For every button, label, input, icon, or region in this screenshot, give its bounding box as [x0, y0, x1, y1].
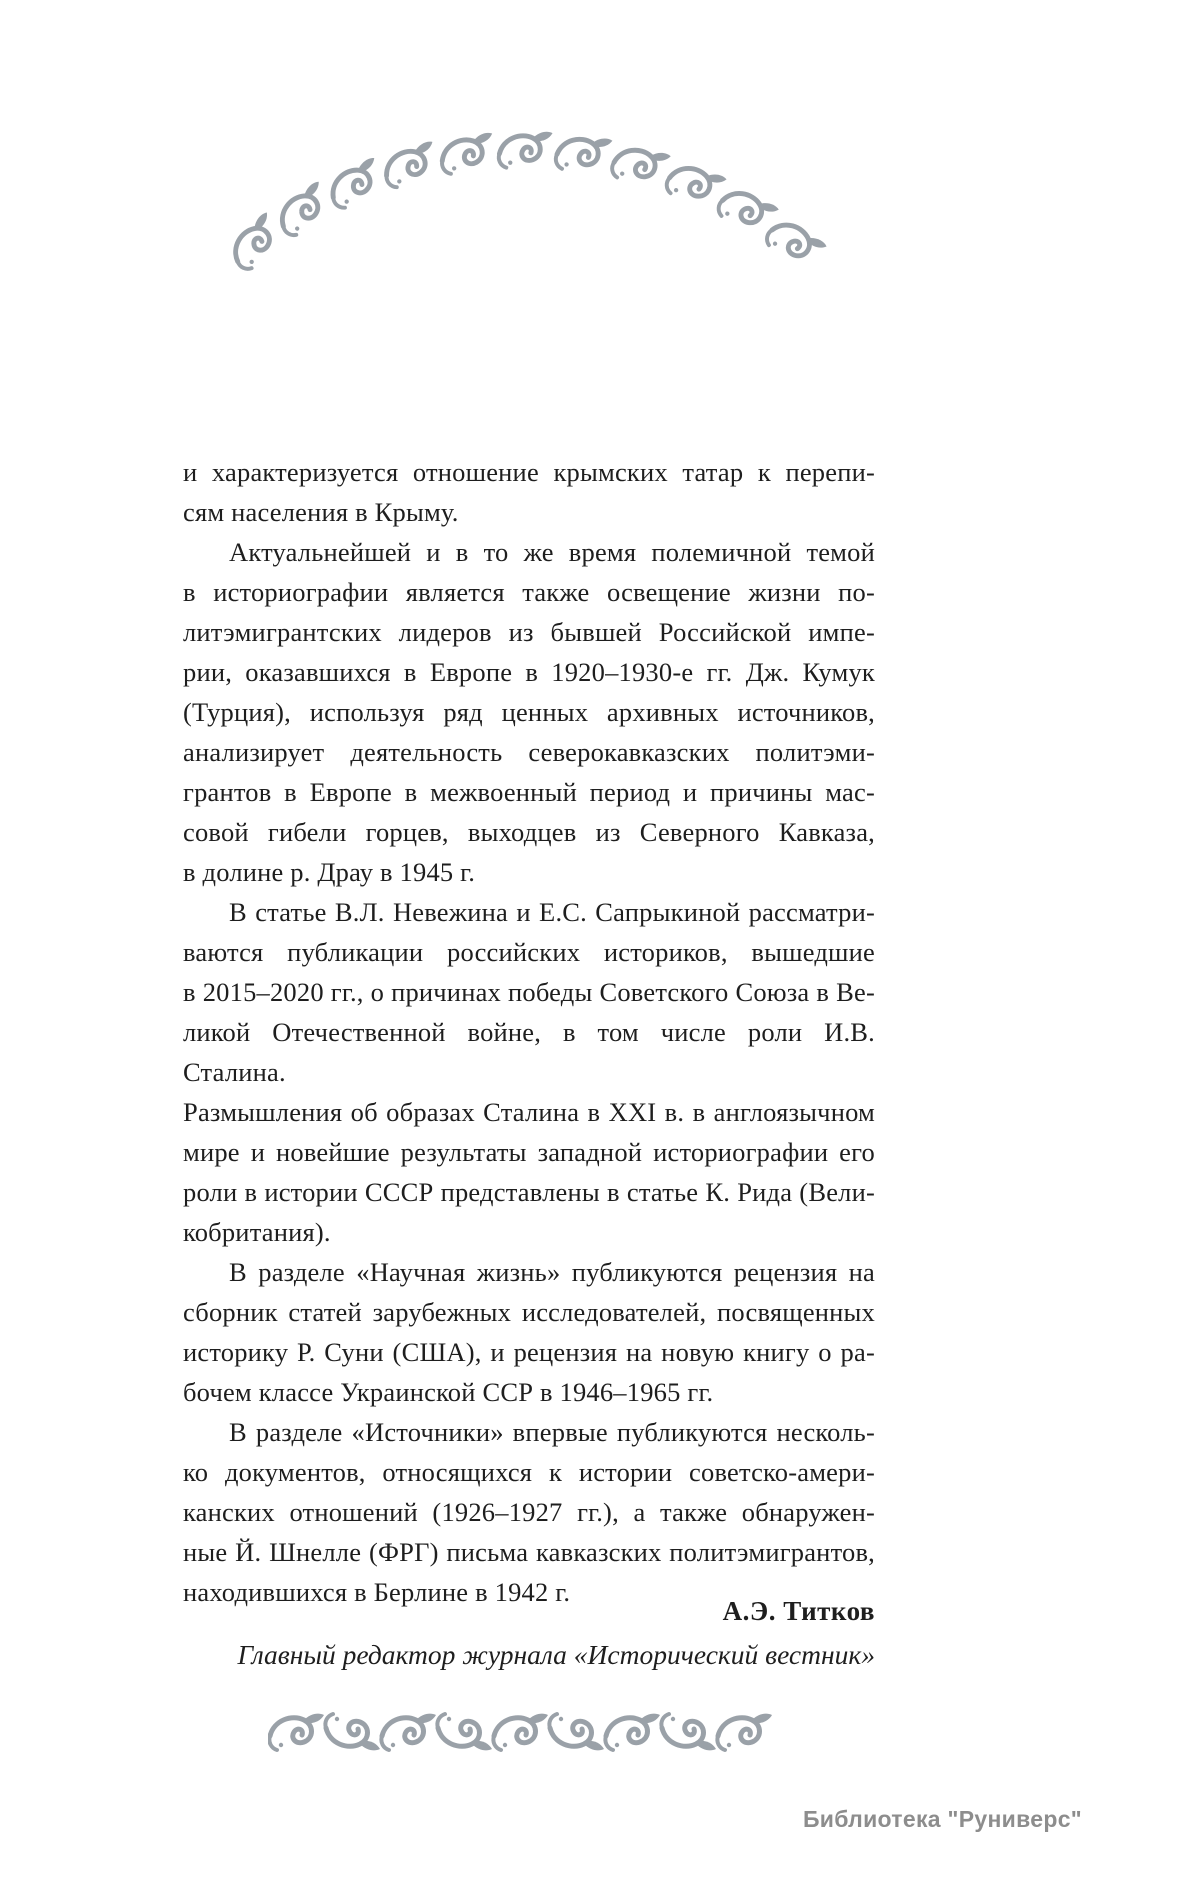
body-line: и характеризуется отношение крымских татар к перепи- — [183, 457, 875, 487]
body-line: В разделе «Научная жизнь» публикуются рецензия на — [229, 1257, 875, 1287]
body-line: бочем классе Украинской ССР в 1946–1965 гг. — [183, 1377, 714, 1407]
body-line: в долине р. Драу в 1945 г. — [183, 857, 476, 887]
scrollwork-arc-icon — [220, 120, 830, 288]
body-line: Размышления об образах Сталина в XXI в. в англоязычном — [183, 1097, 875, 1127]
body-line: роли в истории СССР представлены в статье К. Рида (Вели- — [183, 1177, 875, 1207]
paragraph — [183, 452, 875, 532]
paragraph — [183, 1252, 875, 1412]
body-line: ваются публикации российских историков, вышедшие — [183, 937, 875, 967]
paragraph — [183, 1412, 875, 1612]
paragraph — [183, 892, 875, 1252]
body-line: канских отношений (1926–1927 гг.), а также обнаружен- — [183, 1497, 875, 1527]
body-line: в 2015–2020 гг., о причинах победы Советского Союза в Ве- — [183, 977, 875, 1007]
body-line: историку Р. Суни (США), и рецензия на новую книгу о ра- — [183, 1337, 875, 1367]
paragraph — [183, 532, 875, 892]
body-line: ные Й. Шнелле (ФРГ) письма кавказских политэмигрантов, — [183, 1537, 875, 1567]
body-line: анализирует деятельность северокавказских политэми- — [183, 737, 875, 767]
body-line: находившихся в Берлине в 1942 г. — [183, 1577, 571, 1607]
body-line: в историографии является также освещение жизни по- — [183, 577, 875, 607]
watermark-runivers: Библиотека "Руниверс" — [802, 1806, 1082, 1832]
body-line: литэмигрантских лидеров из бывшей Российской импе- — [183, 617, 875, 647]
body-line: Актуальнейшей и в то же время полемичной темой — [229, 537, 875, 567]
body-text — [183, 452, 875, 1612]
signature-block — [183, 1590, 875, 1678]
body-line: мире и новейшие результаты западной историографии его — [183, 1137, 875, 1167]
editor-title: Главный редактор журнала «Исторический вестник» — [237, 1639, 875, 1670]
editor-name: А.Э. Титков — [722, 1596, 875, 1626]
body-line: В разделе «Источники» впервые публикуются несколь- — [229, 1417, 875, 1447]
body-line: В статье В.Л. Невежина и Е.С. Сапрыкиной рассматри- — [229, 897, 875, 927]
body-line: кобритания). — [183, 1217, 331, 1247]
body-line: грантов в Европе в межвоенный период и причины мас- — [183, 777, 875, 807]
top-arch-ornament — [220, 120, 830, 288]
bottom-band-ornament — [268, 1704, 772, 1760]
body-line: сям населения в Крыму. — [183, 497, 459, 527]
body-line: ко документов, относящихся к истории советско-амери- — [183, 1457, 875, 1487]
scrollwork-band-icon — [268, 1704, 772, 1760]
body-line: совой гибели горцев, выходцев из Северного Кавказа, — [183, 817, 875, 847]
body-line: сборник статей зарубежных исследователей, посвященных — [183, 1297, 875, 1327]
body-line: рии, оказавшихся в Европе в 1920–1930-е гг. Дж. Кумук — [183, 657, 875, 687]
body-line: (Турция), используя ряд ценных архивных источников, — [183, 697, 875, 727]
body-line: ликой Отечественной войне, в том числе роли И.В. Сталина. — [183, 1017, 875, 1087]
